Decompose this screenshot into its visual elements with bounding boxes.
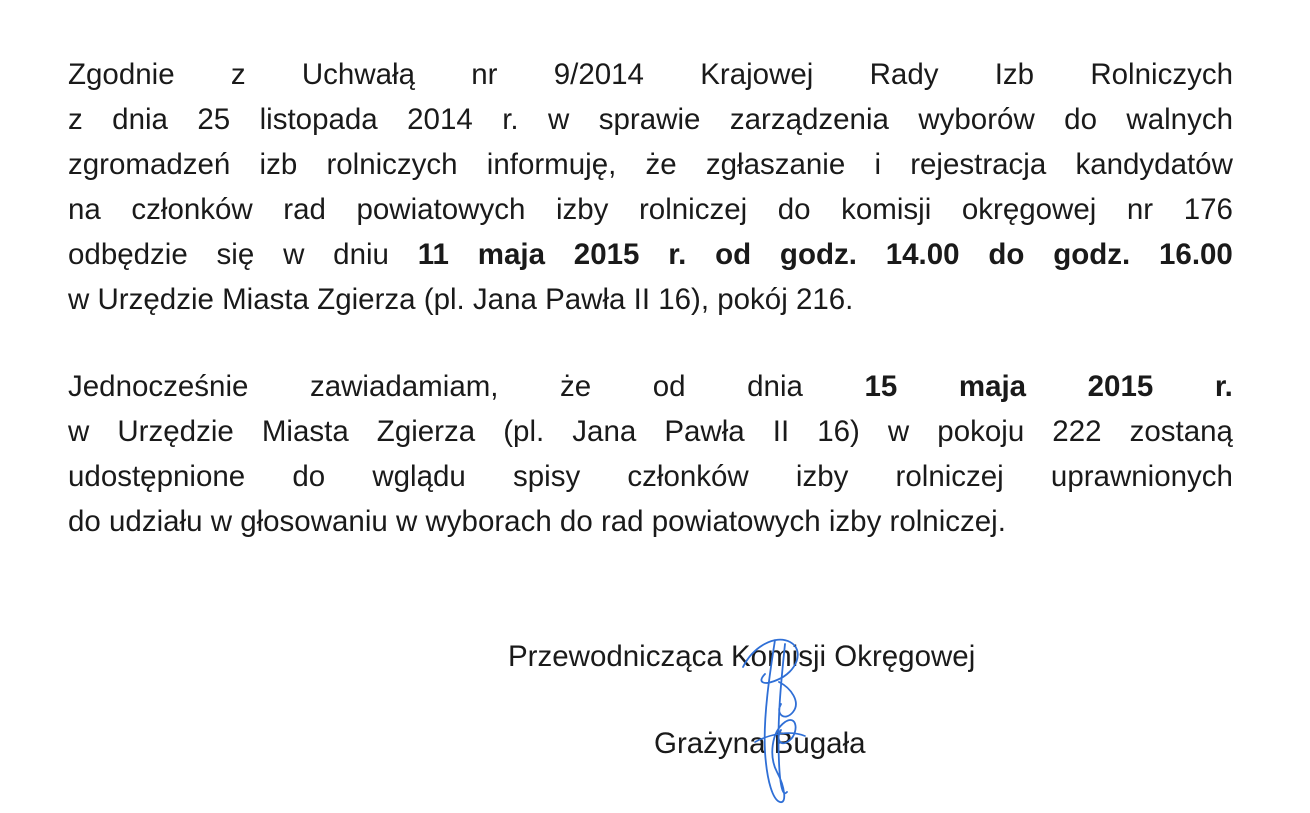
word: do	[777, 193, 811, 226]
word: izby	[795, 460, 849, 493]
word: członków	[131, 193, 253, 226]
word: walnych	[1126, 103, 1233, 136]
word: i	[874, 148, 881, 181]
word: uprawnionych	[1050, 460, 1233, 493]
word: nr	[471, 58, 498, 91]
word: Krajowej	[700, 58, 814, 91]
word: w	[548, 103, 570, 136]
word: rolniczej	[638, 193, 748, 226]
word: powiatowych	[356, 193, 526, 226]
paragraph1-line2	[68, 97, 1233, 142]
bold-date-word: od	[715, 238, 752, 271]
word: z	[230, 58, 246, 91]
word: Rolniczych	[1090, 58, 1233, 91]
word: zgłaszanie	[705, 148, 846, 181]
word: Miasta	[261, 415, 349, 448]
word: izby	[555, 193, 609, 226]
word: kandydatów	[1075, 148, 1233, 181]
word: w	[283, 238, 305, 271]
word: na	[68, 193, 101, 226]
word: pokoju	[937, 415, 1025, 448]
paragraph2-line4: do udziału w głosowaniu w wyborach do rad powiatowych izby rolniczej.	[68, 505, 1006, 538]
paragraph2-line2	[68, 409, 1233, 454]
word: zgromadzeń	[68, 148, 231, 181]
word: Jana	[572, 415, 637, 448]
paragraph2-line1-date	[68, 364, 1233, 409]
bold-date-word: 16.00	[1159, 238, 1233, 271]
signatory-title: Przewodnicząca Komisji Okręgowej	[508, 640, 976, 673]
word: Rady	[869, 58, 939, 91]
bold-date-word: 15	[864, 370, 898, 403]
word: r.	[502, 103, 519, 136]
word: 222	[1052, 415, 1102, 448]
word: listopada	[259, 103, 378, 136]
notice-paragraph-voter-lists	[68, 364, 1233, 544]
word: 16)	[817, 415, 860, 448]
word: 2014	[407, 103, 473, 136]
bold-date-word: do	[988, 238, 1025, 271]
paragraph1-line3	[68, 142, 1233, 187]
word: w	[887, 415, 910, 448]
bold-date-word: 11	[417, 238, 449, 271]
word: Uchwałą	[301, 58, 415, 91]
notice-paragraph-registration	[68, 52, 1233, 322]
word: dnia	[747, 370, 803, 403]
bold-date-word: 2015	[1087, 370, 1154, 403]
paragraph2-line3	[68, 454, 1233, 499]
word: komisji	[841, 193, 932, 226]
word: do	[292, 460, 326, 493]
signatory-name: Grażyna Bugała	[654, 727, 866, 760]
word: zawiadamiam,	[309, 370, 499, 403]
word: Urzędzie	[117, 415, 234, 448]
paragraph1-line4	[68, 187, 1233, 232]
word: dnia	[112, 103, 168, 136]
word: okręgowej	[961, 193, 1097, 226]
word: Zgierza	[376, 415, 476, 448]
word: informuję,	[486, 148, 617, 181]
word: nr	[1126, 193, 1154, 226]
word: rad	[283, 193, 326, 226]
word: od	[652, 370, 686, 403]
word: 176	[1183, 193, 1233, 226]
word: rolniczej	[895, 460, 1004, 493]
word: udostępnione	[68, 460, 246, 493]
word: że	[560, 370, 592, 403]
word: do	[1064, 103, 1097, 136]
bold-date-word: maja	[477, 238, 545, 271]
word: 25	[197, 103, 231, 136]
word: spisy	[513, 460, 581, 493]
word: członków	[627, 460, 749, 493]
paragraph1-line6-location: w Urzędzie Miasta Zgierza (pl. Jana Pawła II 16), pokój 216.	[68, 283, 854, 316]
bold-date-word: godz.	[1053, 238, 1131, 271]
bold-date-word: r.	[668, 238, 687, 271]
word: wglądu	[372, 460, 466, 493]
word: zostaną	[1129, 415, 1233, 448]
word: dniu	[333, 238, 389, 271]
word: odbędzie	[68, 238, 188, 271]
word: Zgodnie	[68, 58, 175, 91]
bold-date-word: 14.00	[885, 238, 960, 271]
bold-date-word: r.	[1214, 370, 1233, 403]
paragraph1-line1	[68, 52, 1233, 97]
word: 9/2014	[553, 58, 644, 91]
word: się	[216, 238, 255, 271]
bold-date-word: godz.	[779, 238, 857, 271]
word: Jednocześnie	[68, 370, 249, 403]
word: izb	[259, 148, 298, 181]
word: wyborów	[918, 103, 1035, 136]
word: Pawła	[664, 415, 745, 448]
word: (pl.	[503, 415, 545, 448]
word: że	[645, 148, 677, 181]
word: rejestracja	[910, 148, 1047, 181]
word: z	[68, 103, 83, 136]
bold-date-word: 2015	[573, 238, 640, 271]
word: sprawie	[598, 103, 701, 136]
bold-date-word: maja	[958, 370, 1027, 403]
word: rolniczych	[326, 148, 458, 181]
word: w	[68, 415, 90, 448]
paragraph1-line5-date-time	[68, 232, 1233, 277]
word: zarządzenia	[729, 103, 889, 136]
word: II	[772, 415, 790, 448]
word: Izb	[994, 58, 1035, 91]
